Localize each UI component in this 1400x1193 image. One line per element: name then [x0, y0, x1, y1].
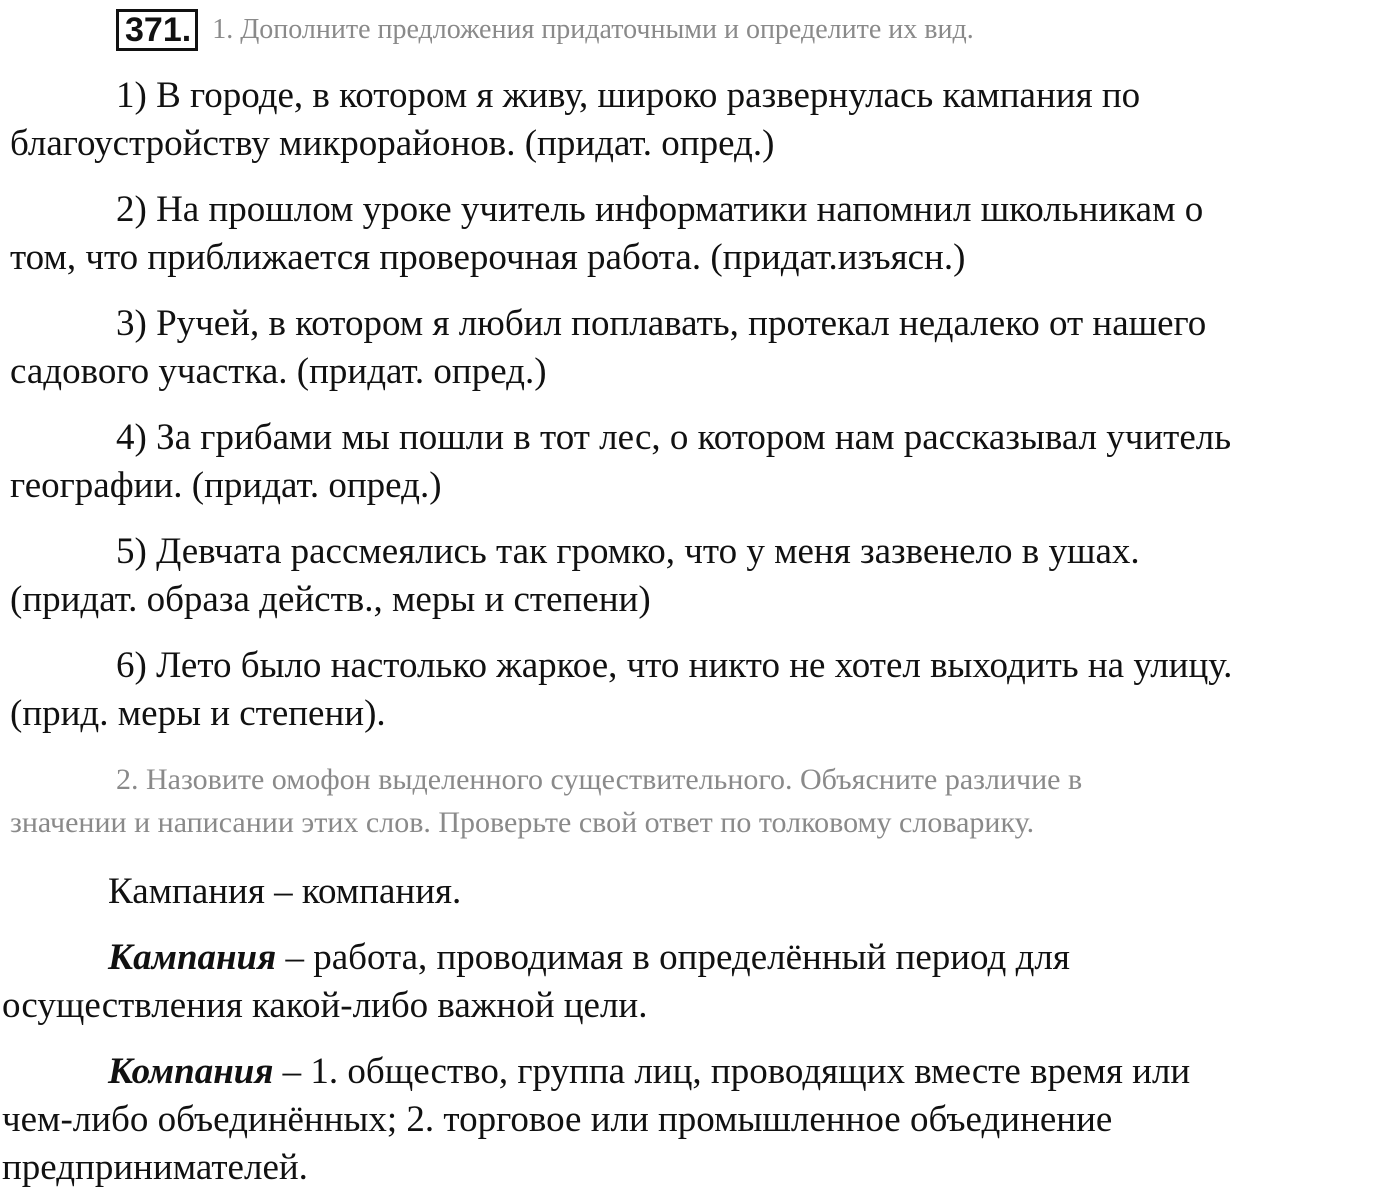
definition-kompaniya: Компания – 1. общество, группа лиц, проводящих вместе время или чем-либо объединённых; 2. торговое или промышленное объединение предпринимателей. [2, 1051, 1191, 1188]
definition-kampaniya: Кампания – работа, проводимая в определённый период для осуществления какой-либо важной цели. [2, 937, 1070, 1026]
task-1-instruction: 1. Дополните предложения придаточными и определите их вид. [212, 14, 974, 45]
sentence-5: 5) Девчата рассмеялись так громко, что у меня зазвенело в ушах. (придат. образа действ., меры и степени) [10, 531, 1140, 620]
sentence-1: 1) В городе, в котором я живу, широко развернулась кампания по благоустройству микрорайонов. (придат. опред.) [10, 75, 1141, 164]
sentence-2: 2) На прошлом уроке учитель информатики напомнил школьникам о том, что приближается проверочная работа. (придат.изъясн.) [10, 189, 1204, 278]
exercise-number: 371. [116, 9, 198, 51]
sentence-4: 4) За грибами мы пошли в тот лес, о котором нам рассказывал учитель географии. (придат. опред.) [10, 417, 1232, 506]
sentence-3: 3) Ручей, в котором я любил поплавать, протекал недалеко от нашего садового участка. (придат. опред.) [10, 303, 1207, 392]
task-2-instruction: 2. Назовите омофон выделенного существительного. Объясните различие в значении и написании этих слов. Проверьте свой ответ по толковому словарику. [10, 763, 1083, 839]
defined-word: Компания [108, 1051, 274, 1092]
homophone-pair: Кампания – компания. [108, 871, 462, 912]
defined-word: Кампания [108, 937, 277, 978]
exercise-header [116, 8, 974, 52]
sentence-6: 6) Лето было настолько жаркое, что никто не хотел выходить на улицу. (прид. меры и степени). [10, 645, 1233, 734]
